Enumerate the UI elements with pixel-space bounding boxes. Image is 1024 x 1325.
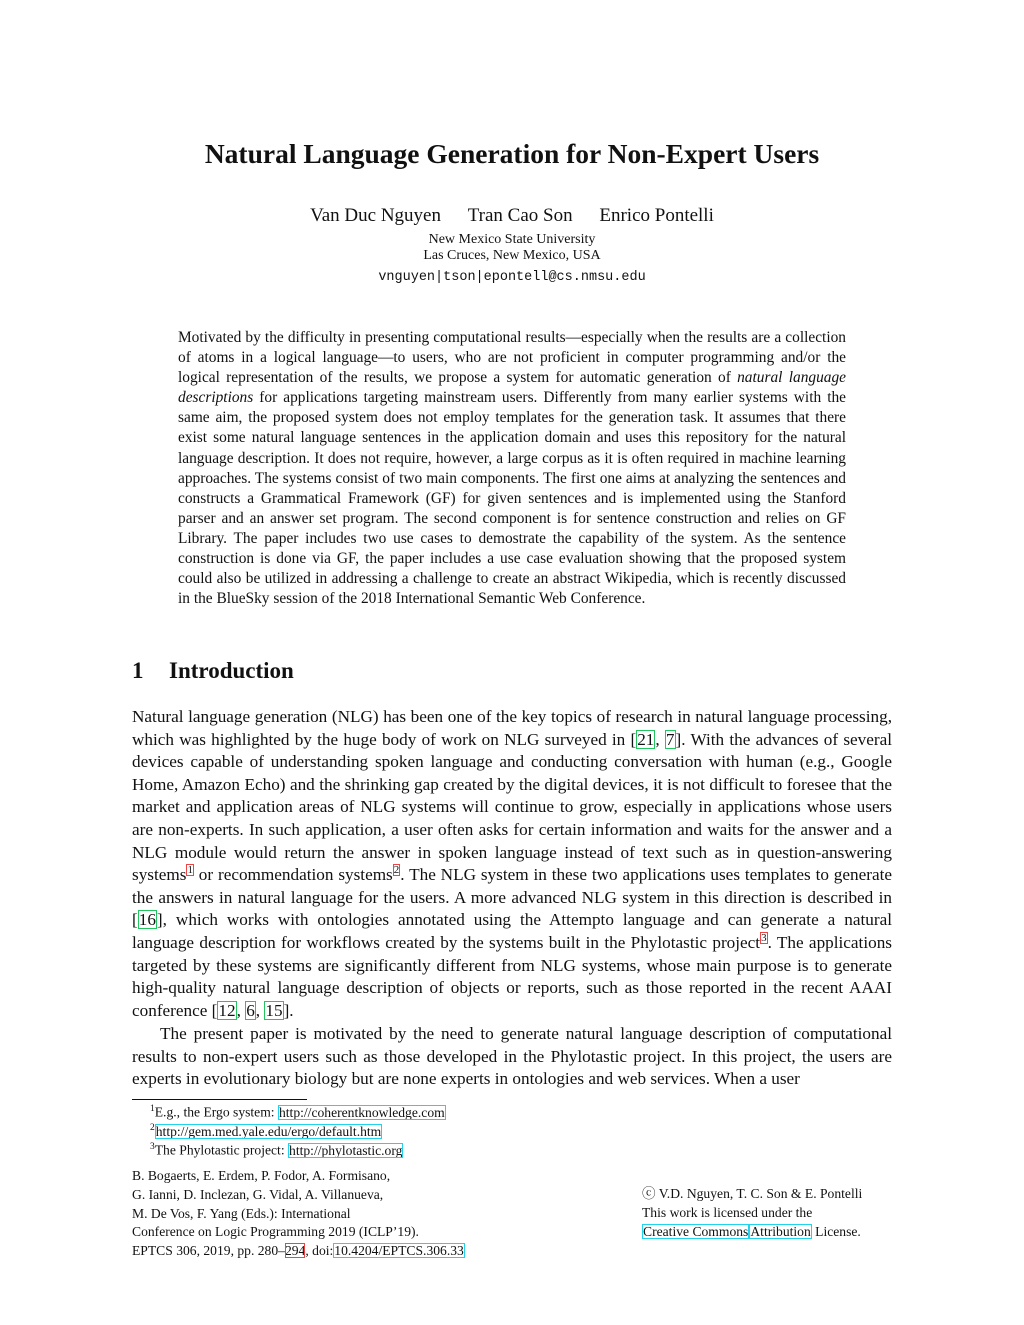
creative-commons-link[interactable]: Creative Commons: [643, 1223, 749, 1239]
abstract-text: Motivated by the difficulty in presenting computational results—especially when the results are a collection of atoms in a logical language—to users, who are not proficient in computer programming and/or the logical representation of the results, we propose a system for automatic generation of: [178, 329, 846, 387]
affiliation-line: Las Cruces, New Mexico, USA: [423, 248, 601, 263]
bib-text: , doi:: [305, 1243, 334, 1259]
footnote-link[interactable]: http://gem.med.yale.edu/ergo/default.htm: [155, 1123, 382, 1139]
author-name: Tran Cao Son: [467, 205, 573, 226]
paragraph-text: ,: [255, 1000, 265, 1020]
citation-link[interactable]: 7: [665, 729, 675, 749]
paragraph-text: ]. With the advances of several devices capable of understanding spoken language and conducting conversation with human (e.g., Google Home, Amazon Echo) and the shrinking gap created by the digital devices, it is not difficult to foresee that the market and application areas of NLG systems will continue to grow, especially in applications whose users are non-experts. In such application, a user often asks for certain information and waits for the answer and a NLG module would return the answer in spoken language instead of text such as in question-answering systems: [132, 729, 892, 885]
footnote-mark: 1: [150, 1104, 155, 1114]
section-title: Introduction: [169, 658, 294, 683]
attribution-link[interactable]: Attribution: [750, 1223, 811, 1239]
footnote-ref[interactable]: 3: [761, 932, 767, 945]
footnote: [150, 1104, 446, 1121]
publication-info: [132, 1167, 465, 1261]
license-line: [642, 1223, 862, 1242]
last-page-link[interactable]: 294: [284, 1243, 306, 1259]
footnote-mark: 2: [150, 1123, 155, 1133]
paragraph-text: ].: [283, 1000, 294, 1020]
bib-text: EPTCS 306, 2019, pp. 280–: [132, 1243, 285, 1259]
citation-link[interactable]: 15: [265, 1000, 283, 1020]
paragraph-text: ,: [236, 1000, 246, 1020]
footnote-ref[interactable]: 1: [187, 864, 193, 877]
license-line: This work is licensed under the: [642, 1204, 813, 1220]
doi-link[interactable]: 10.4204/EPTCS.306.33: [334, 1243, 464, 1259]
bib-line: Conference on Logic Programming 2019 (ICLP’19).: [132, 1224, 419, 1240]
intro-paragraph: [132, 706, 892, 1022]
footnote-mark: 3: [150, 1142, 155, 1152]
abstract-emphasis: natural language descriptions: [178, 369, 846, 407]
paper-title: Natural Language Generation for Non-Expert Users: [204, 138, 820, 169]
section-number: 1: [132, 658, 144, 683]
footnote-text: E.g., the Ergo system:: [154, 1104, 278, 1120]
citation-link[interactable]: 12: [218, 1000, 236, 1020]
citation-link[interactable]: 6: [246, 1000, 255, 1020]
copyright-line: ⓒ V.D. Nguyen, T. C. Son & E. Pontelli: [642, 1186, 863, 1201]
author-name: Enrico Pontelli: [599, 205, 714, 226]
bib-line: [132, 1242, 465, 1261]
section-heading: [132, 658, 294, 684]
bib-line: M. De Vos, F. Yang (Eds.): International: [132, 1205, 351, 1221]
intro-paragraph: The present paper is motivated by the need to generate natural language description of computational results to non-expert users such as those developed in the Phylotastic project. In this project, the users are experts in evolutionary biology but are none experts in ontologies and web services. When a user: [132, 1024, 892, 1089]
bib-line: G. Ianni, D. Inclezan, G. Vidal, A. Villanueva,: [132, 1186, 384, 1202]
author-email: vnguyen|tson|epontell@cs.nmsu.edu: [378, 270, 646, 285]
footnote-rule: [132, 1099, 307, 1100]
footnote: [150, 1142, 403, 1159]
paragraph-text: . The applications targeted by these systems are significantly different from NLG systems, whose main purpose is to generate high-quality natural language description of objects or reports, such as those reported in the recent AAAI conference [: [132, 932, 892, 1020]
footnote-text: The Phylotastic project:: [154, 1142, 289, 1158]
bib-line: B. Bogaerts, E. Erdem, P. Fodor, A. Formisano,: [132, 1168, 391, 1183]
citation-link[interactable]: 16: [138, 910, 156, 930]
footnote: [150, 1123, 382, 1140]
affiliation-line: New Mexico State University: [428, 232, 596, 247]
footnote-link[interactable]: http://phylotastic.org: [289, 1142, 403, 1158]
license-info: [642, 1185, 862, 1241]
paragraph-text: ], which works with ontologies annotated using the Attempto language and can generate a natural language description for workflows created by the systems built in the Phylotastic project: [132, 910, 892, 952]
author-name: Van Duc Nguyen: [310, 205, 441, 226]
author-list: [0, 205, 1024, 227]
abstract: [178, 328, 846, 609]
paragraph-text: ,: [655, 729, 665, 749]
citation-link[interactable]: 21: [637, 729, 655, 749]
paragraph-text: Natural language generation (NLG) has been one of the key topics of research in natural language processing, which was highlighted by the huge body of work on NLG surveyed in [: [132, 707, 892, 749]
paragraph-text: . The NLG system in these two applications uses templates to generate the answers in natural language for the users. A more advanced NLG system in this direction is described in [: [132, 865, 893, 930]
paragraph-text: or recommendation systems: [193, 865, 393, 885]
license-text: License.: [811, 1223, 861, 1239]
footnote-ref[interactable]: 2: [393, 864, 400, 877]
abstract-text: for applications targeting mainstream users. Differently from many earlier systems with the same aim, the proposed system does not employ templates for the generation task. It assumes that there exist some natural language sentences in the application domain and uses this repository for the natural language description. It does not require, however, a large corpus as it is often required in machine learning approaches. The systems consist of two main components. The first one aims at analyzing the sentences and constructs a Grammatical Framework (GF) for given sentences and is implemented using the Stanford parser and an answer set program. The second component is for sentence construction and relies on GF Library. The paper includes two use cases to demostrate the capability of the system. As the sentence construction is done via GF, the paper includes a use case evaluation showing that the proposed system could also be utilized in addressing a challenge to create an abstract Wikipedia, which is recently discussed in the BlueSky session of the 2018 International Semantic Web Conference.: [178, 389, 846, 608]
footnote-link[interactable]: http://coherentknowledge.com: [278, 1104, 445, 1120]
